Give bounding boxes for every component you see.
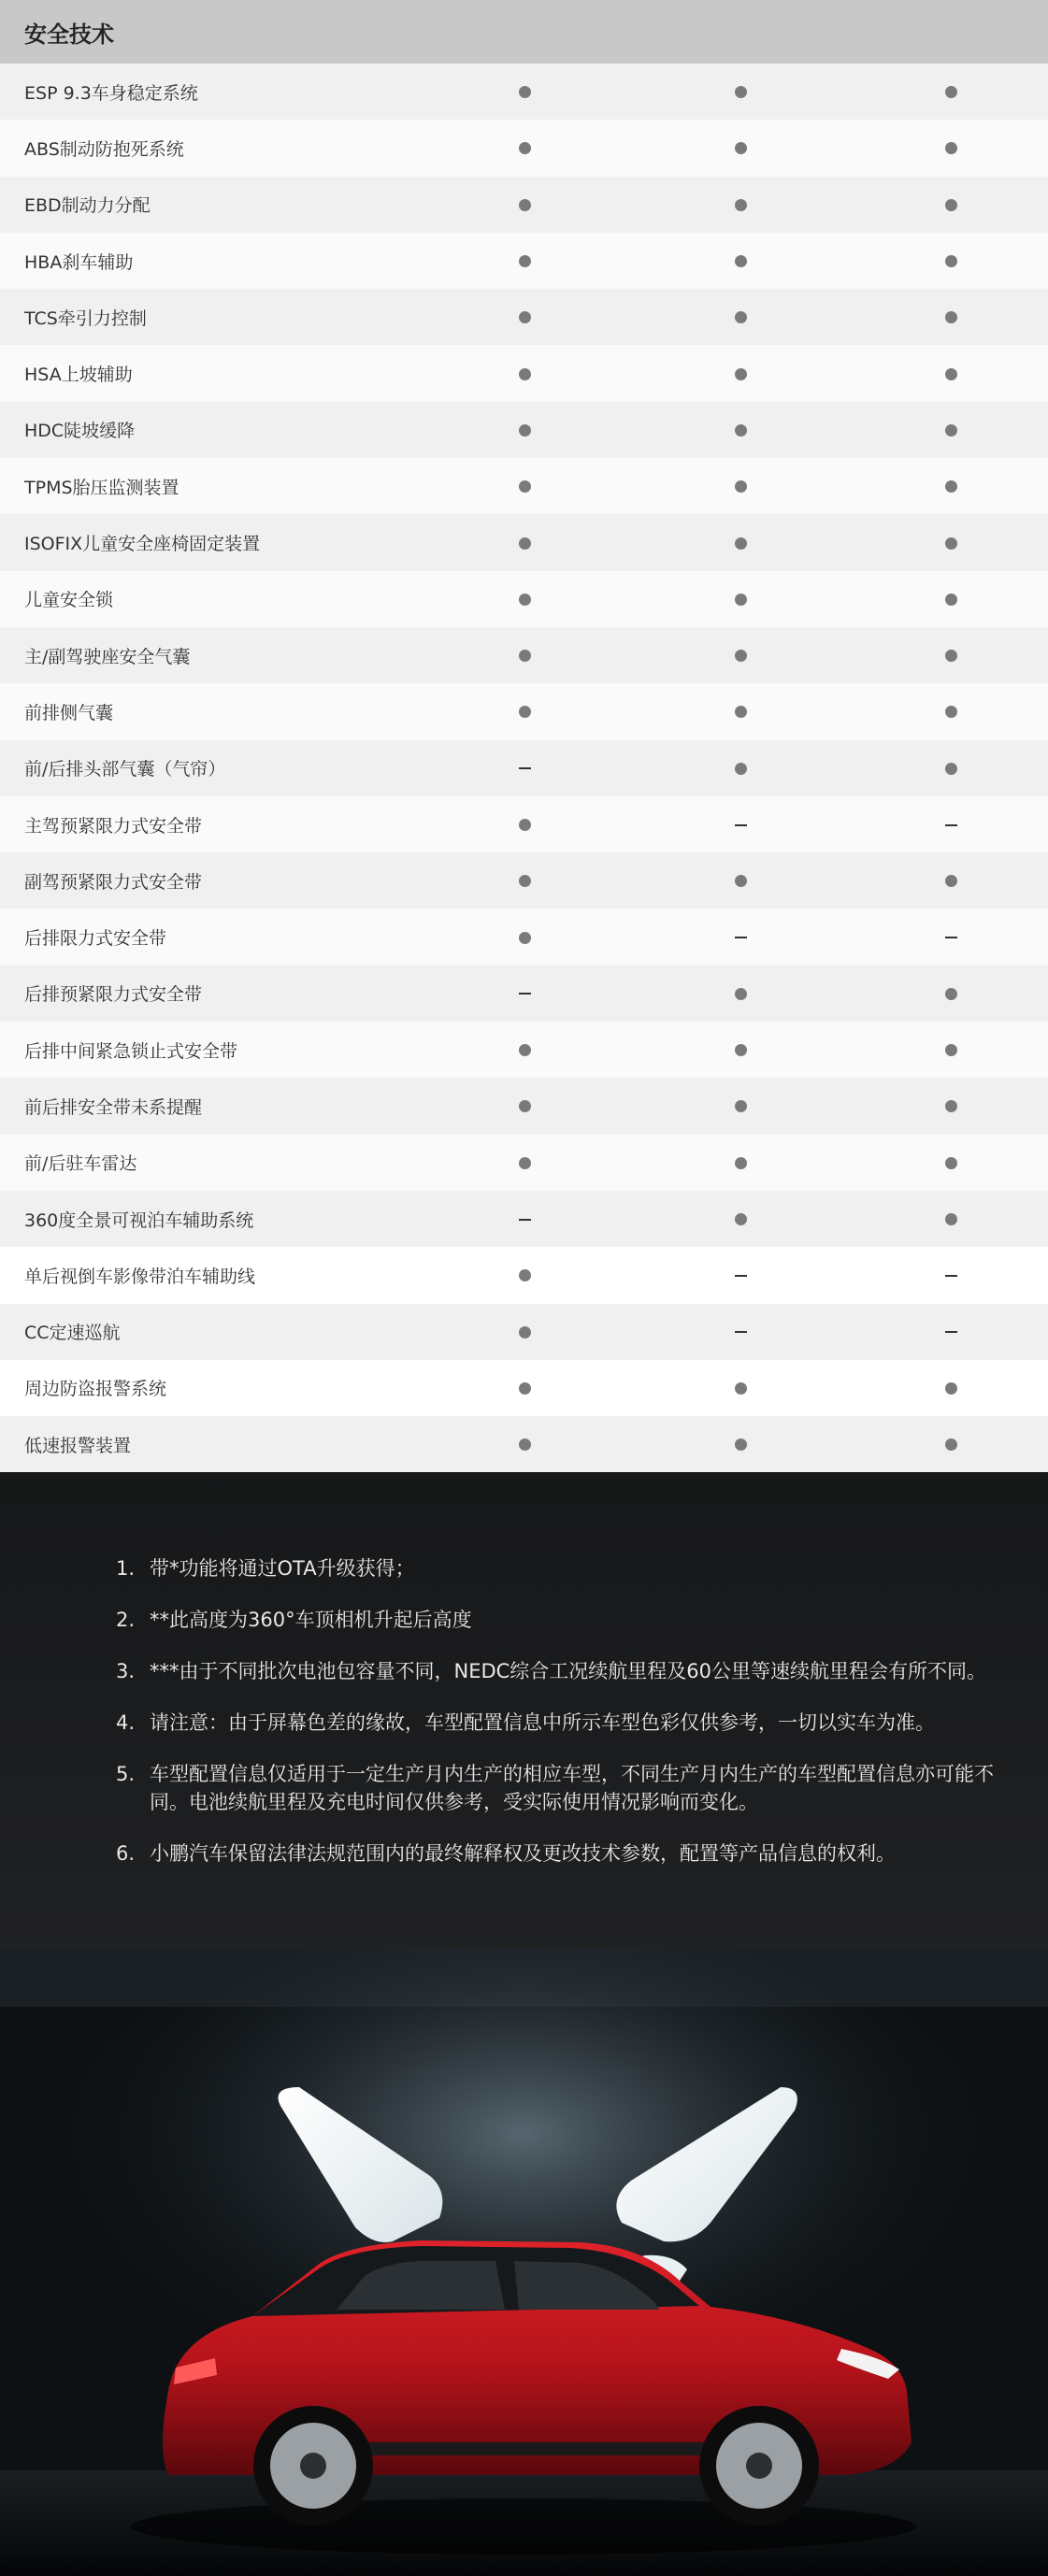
standard-dot-icon (519, 255, 531, 267)
table-row (0, 64, 1048, 120)
row-cell (722, 758, 759, 778)
row-cell (932, 1152, 969, 1172)
row-cell (722, 138, 759, 158)
standard-dot-icon (519, 199, 531, 211)
standard-dot-icon (519, 650, 531, 662)
row-cell (506, 1435, 543, 1454)
standard-dot-icon (519, 932, 531, 944)
notes-section (0, 1472, 1048, 1947)
row-cell (506, 589, 543, 608)
not-available-dash-icon (945, 1331, 957, 1333)
row-cell (506, 308, 543, 327)
row-cell (932, 871, 969, 891)
row-cell (506, 871, 543, 891)
row-cell (506, 533, 543, 552)
standard-dot-icon (945, 650, 957, 662)
standard-dot-icon (519, 480, 531, 493)
note-text: 车型配置信息仅适用于一定生产月内生产的相应车型，不同生产月内生产的车型配置信息亦可能不同。电池续航里程及充电时间仅供参考，受实际使用情况影响而变化。 (150, 1763, 994, 1814)
standard-dot-icon (945, 1044, 957, 1056)
standard-dot-icon (945, 875, 957, 887)
row-cell (932, 1266, 969, 1285)
row-cell (932, 815, 969, 835)
row-label: 后排中间紧急锁止式安全带 (24, 1040, 238, 1062)
table-row (0, 458, 1048, 514)
row-cell (506, 702, 543, 722)
standard-dot-icon (519, 1269, 531, 1281)
table-row (0, 1191, 1048, 1247)
standard-dot-icon (945, 706, 957, 718)
standard-dot-icon (945, 537, 957, 550)
row-cell (506, 1322, 543, 1341)
row-cell (932, 1435, 969, 1454)
table-row (0, 966, 1048, 1022)
row-cell (722, 1040, 759, 1060)
table-row (0, 796, 1048, 852)
row-cell (722, 983, 759, 1003)
standard-dot-icon (735, 594, 747, 606)
row-cell (932, 194, 969, 214)
standard-dot-icon (945, 594, 957, 606)
standard-dot-icon (519, 1382, 531, 1395)
standard-dot-icon (945, 988, 957, 1000)
row-cell (506, 1209, 543, 1229)
standard-dot-icon (519, 875, 531, 887)
not-available-dash-icon (519, 993, 531, 995)
table-row (0, 1022, 1048, 1078)
table-row (0, 345, 1048, 401)
row-cell (932, 646, 969, 665)
standard-dot-icon (735, 255, 747, 267)
row-label: ESP 9.3车身稳定系统 (24, 82, 198, 104)
note-number: 1. (116, 1557, 136, 1581)
not-available-dash-icon (945, 1275, 957, 1277)
row-label: HDC陡坡缓降 (24, 421, 136, 442)
row-cell (932, 82, 969, 102)
row-cell (722, 251, 759, 271)
row-cell (722, 420, 759, 439)
table-row (0, 177, 1048, 233)
standard-dot-icon (735, 311, 747, 323)
standard-dot-icon (735, 1213, 747, 1225)
row-cell (506, 927, 543, 947)
row-cell (506, 194, 543, 214)
not-available-dash-icon (945, 824, 957, 826)
standard-dot-icon (735, 1438, 747, 1451)
standard-dot-icon (735, 86, 747, 98)
row-cell (932, 758, 969, 778)
standard-dot-icon (519, 537, 531, 550)
row-cell (932, 589, 969, 608)
row-label: 360度全景可视泊车辅助系统 (24, 1209, 254, 1231)
table-row (0, 402, 1048, 458)
note-number: 2. (116, 1609, 136, 1632)
standard-dot-icon (945, 255, 957, 267)
note-item (116, 1839, 1029, 1868)
standard-dot-icon (735, 368, 747, 380)
note-text: 小鹏汽车保留法律法规范围内的最终解释权及更改技术参数，配置等产品信息的权利。 (150, 1842, 896, 1866)
standard-dot-icon (519, 368, 531, 380)
row-cell (932, 308, 969, 327)
row-cell (506, 82, 543, 102)
hero-image (0, 1947, 1048, 2576)
row-label: TPMS胎压监测装置 (24, 477, 179, 498)
standard-dot-icon (945, 142, 957, 154)
row-cell (932, 477, 969, 496)
row-label: 后排预紧限力式安全带 (24, 984, 203, 1006)
not-available-dash-icon (945, 937, 957, 938)
row-label: 单后视倒车影像带泊车辅助线 (24, 1266, 256, 1287)
row-cell (932, 1209, 969, 1229)
row-cell (722, 1152, 759, 1172)
standard-dot-icon (735, 1100, 747, 1112)
standard-dot-icon (945, 1213, 957, 1225)
row-label: ISOFIX儿童安全座椅固定装置 (24, 534, 261, 555)
row-label: 前/后驻车雷达 (24, 1153, 137, 1175)
standard-dot-icon (735, 424, 747, 436)
row-label: 前后排安全带未系提醒 (24, 1096, 203, 1118)
row-cell (932, 927, 969, 947)
row-cell (932, 138, 969, 158)
row-cell (722, 815, 759, 835)
row-cell (932, 420, 969, 439)
standard-dot-icon (519, 1326, 531, 1338)
standard-dot-icon (735, 1157, 747, 1169)
row-cell (506, 646, 543, 665)
row-label: 儿童安全锁 (24, 590, 114, 611)
row-label: 后排限力式安全带 (24, 928, 167, 950)
note-text: ***由于不同批次电池包容量不同，NEDC综合工况续航里程及60公里等速续航里程会有所不同。 (150, 1660, 987, 1683)
row-cell (506, 420, 543, 439)
row-cell (722, 1378, 759, 1397)
standard-dot-icon (945, 1157, 957, 1169)
row-cell (506, 251, 543, 271)
standard-dot-icon (519, 1100, 531, 1112)
note-text: **此高度为360°车顶相机升起后高度 (150, 1609, 472, 1632)
table-row (0, 683, 1048, 739)
table-row (0, 289, 1048, 345)
standard-dot-icon (945, 1382, 957, 1395)
row-cell (722, 194, 759, 214)
row-cell (722, 927, 759, 947)
standard-dot-icon (519, 1157, 531, 1169)
note-number: 6. (116, 1842, 136, 1866)
standard-dot-icon (519, 1044, 531, 1056)
row-label: HBA刹车辅助 (24, 251, 134, 273)
table-row (0, 909, 1048, 965)
standard-dot-icon (519, 594, 531, 606)
row-label: CC定速巡航 (24, 1323, 121, 1344)
table-row (0, 627, 1048, 683)
note-item (116, 1606, 1029, 1634)
row-cell (506, 1096, 543, 1116)
standard-dot-icon (945, 1100, 957, 1112)
standard-dot-icon (519, 142, 531, 154)
row-cell (506, 1378, 543, 1397)
note-number: 3. (116, 1660, 136, 1683)
row-label: 前排侧气囊 (24, 702, 114, 723)
standard-dot-icon (735, 988, 747, 1000)
row-cell (506, 815, 543, 835)
note-text: 请注意：由于屏幕色差的缘故，车型配置信息中所示车型色彩仅供参考，一切以实车为准。 (150, 1711, 935, 1735)
table-row (0, 852, 1048, 909)
standard-dot-icon (945, 424, 957, 436)
row-cell (722, 82, 759, 102)
not-available-dash-icon (519, 767, 531, 769)
row-label: 低速报警装置 (24, 1435, 132, 1456)
standard-dot-icon (945, 480, 957, 493)
table-row (0, 1416, 1048, 1472)
row-cell (722, 1435, 759, 1454)
row-label: 主驾预紧限力式安全带 (24, 815, 203, 837)
table-row (0, 233, 1048, 289)
standard-dot-icon (945, 199, 957, 211)
row-cell (722, 702, 759, 722)
standard-dot-icon (519, 819, 531, 831)
table-row (0, 571, 1048, 627)
note-item (116, 1554, 1029, 1582)
row-cell (722, 589, 759, 608)
row-cell (932, 533, 969, 552)
row-cell (722, 364, 759, 383)
row-cell (722, 871, 759, 891)
row-cell (506, 1266, 543, 1285)
row-cell (722, 1322, 759, 1341)
row-cell (932, 983, 969, 1003)
note-text: 带*功能将通过OTA升级获得； (150, 1557, 415, 1581)
row-cell (722, 1096, 759, 1116)
row-label: 副驾预紧限力式安全带 (24, 871, 203, 893)
row-cell (506, 758, 543, 778)
standard-dot-icon (735, 650, 747, 662)
standard-dot-icon (945, 368, 957, 380)
note-item (116, 1709, 1029, 1737)
table-row (0, 1304, 1048, 1360)
row-cell (722, 477, 759, 496)
not-available-dash-icon (735, 1331, 747, 1333)
not-available-dash-icon (735, 1275, 747, 1277)
row-cell (932, 1096, 969, 1116)
row-cell (506, 364, 543, 383)
table-row (0, 740, 1048, 796)
row-label: 前/后排头部气囊（气帘） (24, 759, 226, 780)
table-row (0, 1135, 1048, 1191)
standard-dot-icon (519, 706, 531, 718)
standard-dot-icon (735, 142, 747, 154)
row-cell (506, 1040, 543, 1060)
standard-dot-icon (735, 706, 747, 718)
table-row (0, 120, 1048, 176)
row-cell (722, 533, 759, 552)
row-cell (506, 138, 543, 158)
row-cell (506, 477, 543, 496)
not-available-dash-icon (735, 937, 747, 938)
standard-dot-icon (735, 1044, 747, 1056)
row-cell (932, 1322, 969, 1341)
standard-dot-icon (735, 537, 747, 550)
section-title: 安全技术 (0, 0, 1048, 64)
row-cell (722, 646, 759, 665)
spec-table (0, 64, 1048, 1472)
table-row (0, 514, 1048, 570)
row-cell (722, 1266, 759, 1285)
row-label: HSA上坡辅助 (24, 365, 133, 386)
note-item (116, 1657, 1029, 1685)
standard-dot-icon (945, 311, 957, 323)
row-label: 主/副驾驶座安全气囊 (24, 646, 191, 667)
row-cell (932, 1040, 969, 1060)
row-cell (932, 251, 969, 271)
row-cell (932, 702, 969, 722)
note-number: 5. (116, 1763, 136, 1786)
note-number: 4. (116, 1711, 136, 1735)
standard-dot-icon (735, 480, 747, 493)
standard-dot-icon (945, 1438, 957, 1451)
standard-dot-icon (519, 1438, 531, 1451)
not-available-dash-icon (519, 1219, 531, 1221)
table-row (0, 1247, 1048, 1303)
row-cell (722, 1209, 759, 1229)
standard-dot-icon (735, 875, 747, 887)
standard-dot-icon (735, 763, 747, 775)
row-label: EBD制动力分配 (24, 195, 151, 217)
standard-dot-icon (735, 1382, 747, 1395)
not-available-dash-icon (735, 824, 747, 826)
standard-dot-icon (519, 86, 531, 98)
row-label: ABS制动防抱死系统 (24, 138, 184, 160)
row-cell (506, 1152, 543, 1172)
row-label: 周边防盗报警系统 (24, 1379, 167, 1400)
standard-dot-icon (945, 86, 957, 98)
standard-dot-icon (519, 311, 531, 323)
standard-dot-icon (519, 424, 531, 436)
red-suv-under-x-shaped-light-icon (0, 1947, 1048, 2576)
table-row (0, 1078, 1048, 1134)
row-cell (506, 983, 543, 1003)
row-cell (932, 364, 969, 383)
row-cell (722, 308, 759, 327)
standard-dot-icon (945, 763, 957, 775)
table-row (0, 1360, 1048, 1416)
row-label: TCS牵引力控制 (24, 308, 147, 329)
row-cell (932, 1378, 969, 1397)
standard-dot-icon (735, 199, 747, 211)
note-item (116, 1760, 1029, 1816)
